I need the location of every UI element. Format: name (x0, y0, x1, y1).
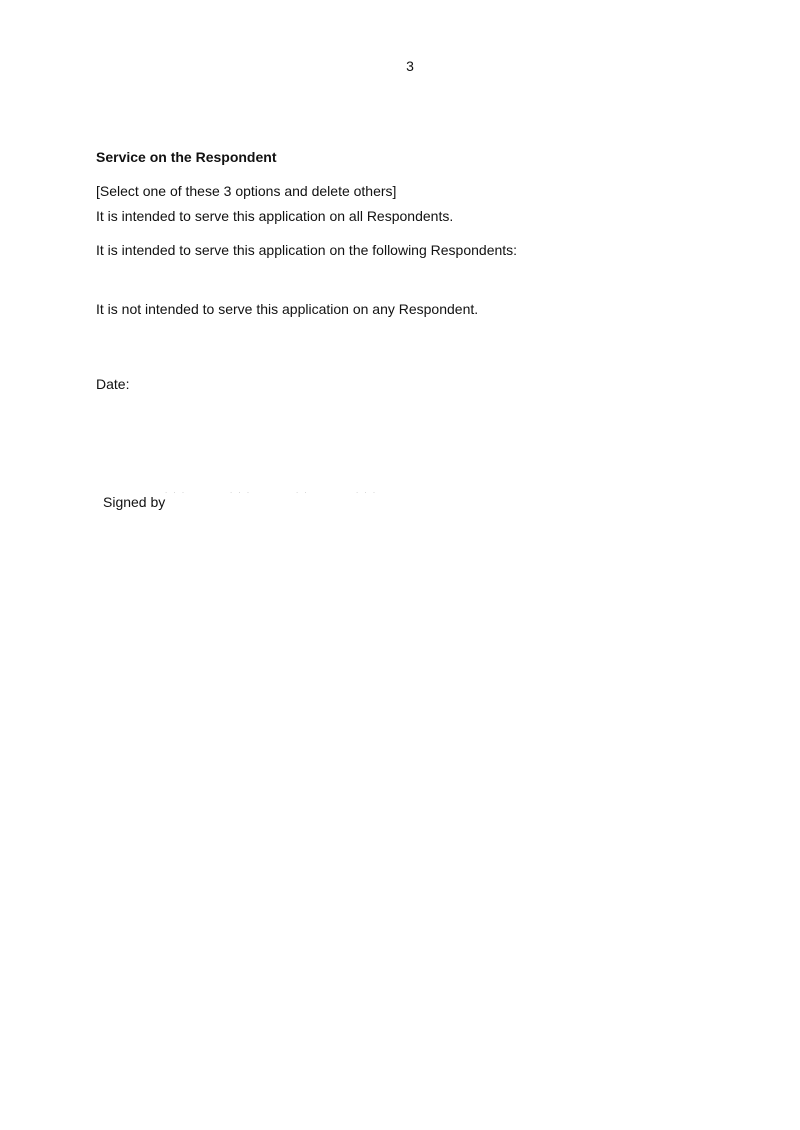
signature-line-mark: . . . (356, 486, 378, 495)
option-all-respondents: It is intended to serve this application on all Respondents. (96, 208, 454, 224)
signature-line-mark: . . (296, 486, 309, 495)
signature-block (103, 484, 403, 514)
signature-line-mark: . . . (165, 486, 187, 495)
page-number: 3 (406, 58, 414, 74)
option-no-respondent: It is not intended to serve this application on any Respondent. (96, 301, 479, 317)
date-label: Date: (96, 376, 130, 392)
option-following-respondents: It is intended to serve this application on the following Respondents: (96, 242, 518, 258)
signature-line-mark: . . . (230, 486, 252, 495)
signed-by-label: Signed by (103, 494, 166, 510)
instruction-text: [Select one of these 3 options and delete others] (96, 183, 397, 199)
section-heading: Service on the Respondent (96, 149, 277, 165)
